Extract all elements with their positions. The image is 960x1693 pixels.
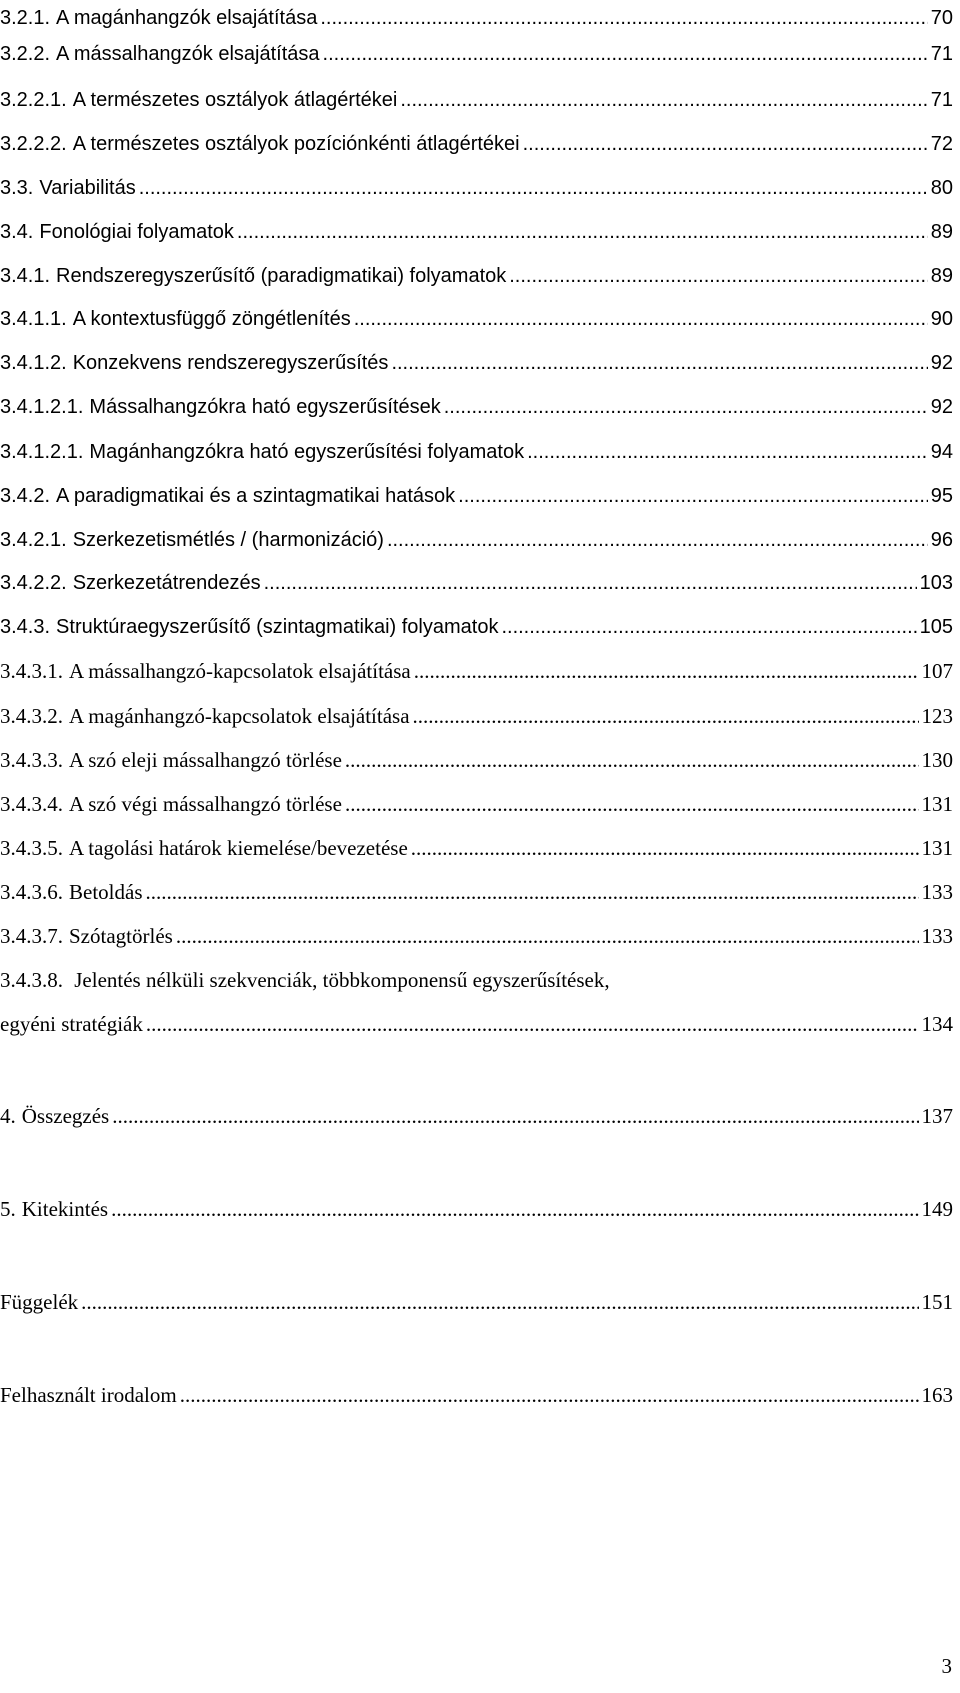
toc-entry[interactable] xyxy=(0,655,953,687)
toc-entry-title: A kontextusfüggő zöngétlenítés xyxy=(72,308,351,330)
toc-entry-number: 3.4.3.8. xyxy=(0,968,63,992)
toc-entry-title: A magánhangzó-kapcsolatok elsajátítása xyxy=(69,704,410,728)
toc-entry-number: 3.4.3.5. xyxy=(0,836,63,860)
dot-leader xyxy=(264,567,917,599)
toc-entry-number: 4. xyxy=(0,1104,16,1128)
toc-entry-number: 3.2.2. xyxy=(0,43,51,65)
toc-entry-number: 3.4.2. xyxy=(0,485,51,507)
toc-entry-page: 71 xyxy=(930,43,953,65)
toc-entry-page: 134 xyxy=(921,1012,953,1036)
toc-entry-page: 92 xyxy=(930,396,953,418)
toc-entry-title: A szó végi mássalhangzó törlése xyxy=(69,792,342,816)
page-number: 3 xyxy=(941,1654,952,1678)
toc-entry-number: 5. xyxy=(0,1197,16,1221)
toc-entry-number: 3.4.1.1. xyxy=(0,308,67,330)
toc-entry-multiline-first[interactable] xyxy=(0,964,953,996)
toc-entry-number: 3.2.1. xyxy=(0,7,51,29)
toc-entry[interactable] xyxy=(0,876,953,908)
dot-leader xyxy=(391,347,927,379)
toc-entry-number: 3.4.3.1. xyxy=(0,659,63,683)
dot-leader xyxy=(458,480,928,512)
dot-leader xyxy=(139,172,928,204)
toc-entry-number: 3.4.3. xyxy=(0,616,51,638)
dot-leader xyxy=(180,1379,919,1411)
toc-entry-number: 3.2.2.2. xyxy=(0,133,67,155)
toc-entry-page: 89 xyxy=(930,221,953,243)
toc-entry-title: Szerkezetismétlés / (harmonizáció) xyxy=(72,529,384,551)
toc-entry-page: 89 xyxy=(930,265,953,287)
toc-entry[interactable] xyxy=(0,700,953,732)
toc-entry-title: Mássalhangzókra ható egyszerűsítések xyxy=(89,396,441,418)
toc-entry-number: 3.4.1.2.1. xyxy=(0,396,84,418)
dot-leader xyxy=(354,303,928,335)
toc-entry-page: 95 xyxy=(930,485,953,507)
toc-entry-title: Felhasznált irodalom xyxy=(0,1383,177,1407)
toc-entry-page: 133 xyxy=(921,880,953,904)
toc-entry[interactable] xyxy=(0,567,953,599)
toc-entry-title: Fonológiai folyamatok xyxy=(39,221,234,243)
toc-entry[interactable] xyxy=(0,920,953,952)
dot-leader xyxy=(400,84,927,116)
toc-entry-page: 123 xyxy=(921,704,953,728)
toc-entry-title: Variabilitás xyxy=(39,177,136,199)
toc-entry-title: A természetes osztályok átlagértékei xyxy=(72,89,398,111)
toc-entry-title: Összegzés xyxy=(21,1104,110,1128)
dot-leader xyxy=(413,700,919,732)
toc-entry-page: 133 xyxy=(921,924,953,948)
toc-entry-title: Függelék xyxy=(0,1290,79,1314)
toc-entry-title: A mássalhangzók elsajátítása xyxy=(56,43,320,65)
toc-entry-page: 151 xyxy=(921,1290,953,1314)
toc-entry-page: 149 xyxy=(921,1197,953,1221)
dot-leader xyxy=(345,744,919,776)
toc-entry[interactable] xyxy=(0,128,953,160)
dot-leader xyxy=(146,1008,919,1040)
toc-entry[interactable] xyxy=(0,788,953,820)
toc-entry-number: 3.4.3.2. xyxy=(0,704,63,728)
toc-entry-page: 130 xyxy=(921,748,953,772)
toc-entry-title: Betoldás xyxy=(69,880,143,904)
toc-entry[interactable] xyxy=(0,172,953,204)
toc-entry-page: 92 xyxy=(930,352,953,374)
toc-entry[interactable] xyxy=(0,216,953,248)
toc-entry-page: 131 xyxy=(921,792,953,816)
dot-leader xyxy=(320,2,927,34)
dot-leader xyxy=(345,788,919,820)
toc-entry-title: Magánhangzókra ható egyszerűsítési folyamatok xyxy=(89,441,525,463)
dot-leader xyxy=(414,655,919,687)
toc-entry[interactable] xyxy=(0,260,953,292)
toc-entry[interactable] xyxy=(0,38,953,70)
toc-entry[interactable] xyxy=(0,391,953,423)
toc-entry-title: A magánhangzók elsajátítása xyxy=(56,7,318,29)
toc-chapter-outlook[interactable] xyxy=(0,1193,953,1225)
dot-leader xyxy=(411,832,919,864)
dot-leader xyxy=(111,1193,918,1225)
toc-entry-multiline-second[interactable] xyxy=(0,1008,953,1040)
toc-entry-title: Szerkezetátrendezés xyxy=(72,572,261,594)
toc-entry-number: 3.4.3.3. xyxy=(0,748,63,772)
toc-entry-number: 3.4.3.6. xyxy=(0,880,63,904)
toc-entry-page: 71 xyxy=(930,89,953,111)
toc-entry-title: A szó eleji mássalhangzó törlése xyxy=(69,748,342,772)
toc-entry[interactable] xyxy=(0,84,953,116)
toc-entry[interactable] xyxy=(0,436,953,468)
toc-entry[interactable] xyxy=(0,524,953,556)
toc-chapter-summary[interactable] xyxy=(0,1100,953,1132)
toc-entry-page: 131 xyxy=(921,836,953,860)
dot-leader xyxy=(237,216,928,248)
dot-leader xyxy=(501,611,916,643)
toc-entry-page: 163 xyxy=(921,1383,953,1407)
dot-leader xyxy=(323,38,928,70)
toc-entry[interactable] xyxy=(0,480,953,512)
toc-entry-title: Kitekintés xyxy=(21,1197,109,1221)
dot-leader xyxy=(176,920,919,952)
toc-entry-number: 3.4.3.7. xyxy=(0,924,63,948)
toc-entry[interactable] xyxy=(0,611,953,643)
toc-entry-page: 90 xyxy=(930,308,953,330)
toc-entry-title: A természetes osztályok pozíciónkénti átlagértékei xyxy=(72,133,520,155)
dot-leader xyxy=(509,260,928,292)
toc-entry-title-continued: egyéni stratégiák xyxy=(0,1012,143,1036)
toc-entry[interactable] xyxy=(0,832,953,864)
toc-entry-number: 3.3. xyxy=(0,177,34,199)
toc-entry-title: A tagolási határok kiemelése/bevezetése xyxy=(69,836,408,860)
toc-entry-title: Rendszeregyszerűsítő (paradigmatikai) folyamatok xyxy=(56,265,507,287)
toc-entry-page: 72 xyxy=(930,133,953,155)
toc-entry-page: 96 xyxy=(930,529,953,551)
toc-entry-title: A paradigmatikai és a szintagmatikai hatások xyxy=(56,485,456,507)
toc-entry[interactable] xyxy=(0,303,953,335)
toc-entry-page: 80 xyxy=(930,177,953,199)
toc-entry-title: Konzekvens rendszeregyszerűsítés xyxy=(72,352,389,374)
toc-entry-title: A mássalhangzó-kapcsolatok elsajátítása xyxy=(69,659,411,683)
dot-leader xyxy=(527,436,928,468)
toc-entry-number: 3.4.3.4. xyxy=(0,792,63,816)
toc-entry-page: 94 xyxy=(930,441,953,463)
toc-entry-number: 3.4.2.1. xyxy=(0,529,67,551)
toc-entry-number: 3.4.1. xyxy=(0,265,51,287)
toc-entry-number: 3.4.2.2. xyxy=(0,572,67,594)
dot-leader xyxy=(112,1100,918,1132)
dot-leader xyxy=(81,1286,918,1318)
toc-entry-number: 3.4.1.2. xyxy=(0,352,67,374)
toc-chapter-appendix[interactable] xyxy=(0,1286,953,1318)
toc-entry-page: 103 xyxy=(919,572,953,594)
dot-leader xyxy=(523,128,928,160)
toc-entry-number: 3.2.2.1. xyxy=(0,89,67,111)
toc-entry-title: Struktúraegyszerűsítő (szintagmatikai) folyamatok xyxy=(56,616,499,638)
toc-entry-number: 3.4.1.2.1. xyxy=(0,441,84,463)
toc-entry-page: 105 xyxy=(919,616,953,638)
dot-leader xyxy=(146,876,919,908)
toc-entry[interactable] xyxy=(0,347,953,379)
toc-entry[interactable] xyxy=(0,744,953,776)
dot-leader xyxy=(387,524,928,556)
toc-entry-page: 137 xyxy=(921,1104,953,1128)
toc-entry-title: Jelentés nélküli szekvenciák, többkomponensű egyszerűsítések, xyxy=(74,968,610,992)
toc-entry-number: 3.4. xyxy=(0,221,34,243)
dot-leader xyxy=(444,391,928,423)
toc-entry[interactable] xyxy=(0,2,953,34)
toc-entry-title: Szótagtörlés xyxy=(69,924,173,948)
toc-entry-page: 107 xyxy=(921,659,953,683)
toc-entry-page: 70 xyxy=(930,7,953,29)
toc-chapter-references[interactable] xyxy=(0,1379,953,1411)
